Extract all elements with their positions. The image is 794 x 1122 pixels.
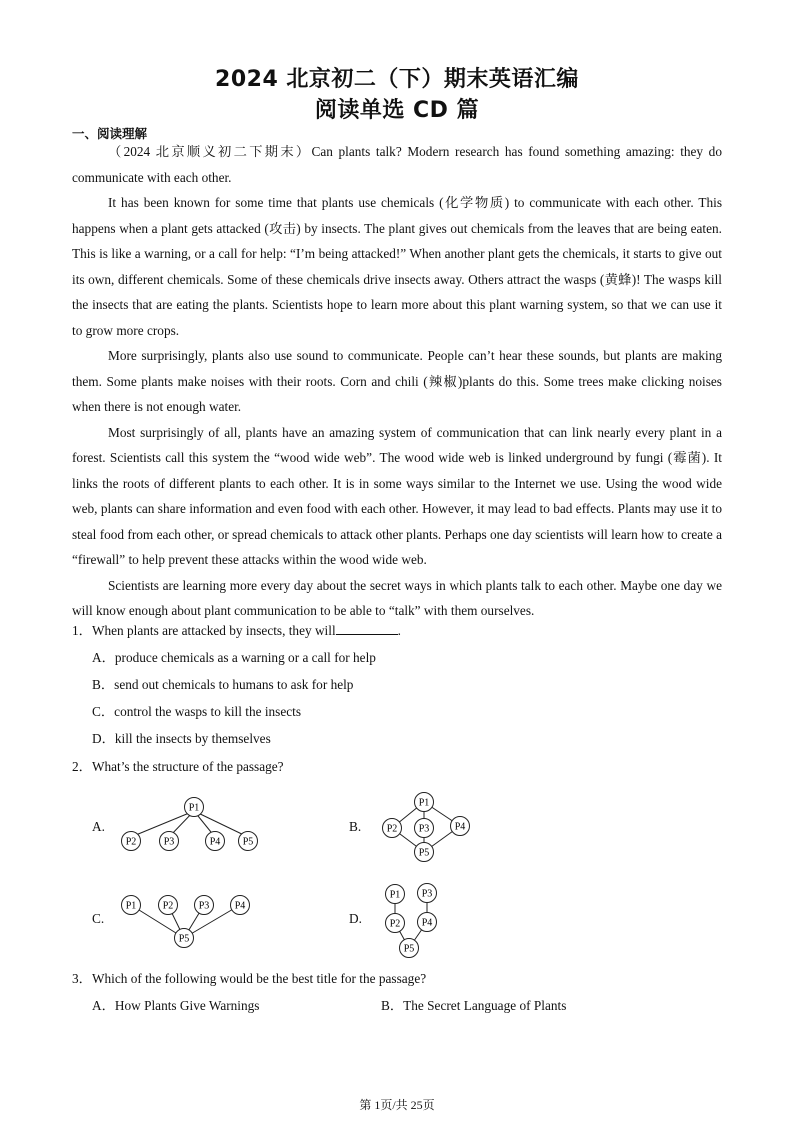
question-1-option-a[interactable]: A．produce chemicals as a warning or a call for help bbox=[92, 650, 376, 665]
node-p4 bbox=[231, 896, 250, 915]
svg-text:P4: P4 bbox=[209, 836, 221, 848]
node-p1 bbox=[415, 793, 434, 812]
svg-text:P3: P3 bbox=[163, 836, 175, 848]
structure-diagram-b bbox=[370, 790, 480, 865]
svg-text:P2: P2 bbox=[162, 900, 174, 912]
node-p2 bbox=[159, 896, 178, 915]
node-p3 bbox=[418, 884, 437, 903]
page-footer: 第 1页/共 25页 bbox=[359, 1098, 435, 1112]
passage-source: （2024 北京顺义初二下期末） bbox=[108, 144, 312, 159]
paragraph-2: It has been known for some time that plants use chemicals (化学物质) to communicate with each other. This happens when a plant gets attacked (攻击) by insects. The plant gives out chemicals from the leaves that are being eaten. This is like a warning, or a call for help: “I’m being attacked!” When another plant gets the chemicals, it starts to give out its own, different chemicals. Some of these chemicals drive insects away. Others attract the wasps (黄蜂)! The wasps kill the insects that are eating the plants. Scientists hope to learn more about this plant warning system, so that we can use it to grow more crops. bbox=[72, 195, 722, 338]
node-p1 bbox=[386, 885, 405, 904]
node-p3 bbox=[195, 896, 214, 915]
question-2-stem: 2．What’s the structure of the passage? bbox=[72, 759, 284, 774]
diagram-d-label[interactable]: D. bbox=[349, 911, 362, 926]
paragraph-1-text: Can plants talk? Modern research has found something amazing: they do communicate with each other. bbox=[72, 144, 722, 185]
question-1-text: 1．When plants are attacked by insects, they will bbox=[72, 623, 336, 638]
node-p4 bbox=[418, 913, 437, 932]
paragraph-4: Most surprisingly of all, plants have an amazing system of communication that can link nearly every plant in a forest. Scientists call this system the “wood wide web”. The wood wide web is linked underground by fungi (霉菌). It links the roots of different plants to each other. It is in some ways similar to the Internet we use. Using the wood wide web, plants can share information and even food with each other. However, it may lead to bad effects. Plants may use it to steal food from each other, or spread chemicals to attack other plants. Perhaps one day scientists will learn how to create a “firewall” to help prevent these attacks within the wood wide web. bbox=[72, 424, 722, 567]
question-1-option-c[interactable]: C．control the wasps to kill the insects bbox=[92, 704, 302, 719]
svg-text:P1: P1 bbox=[389, 889, 401, 901]
diagram-a-label[interactable]: A. bbox=[92, 819, 105, 834]
page-subtitle: 阅读单选 CD 篇 bbox=[314, 98, 480, 123]
node-p2 bbox=[386, 914, 405, 933]
svg-text:P5: P5 bbox=[242, 836, 254, 848]
node-p2 bbox=[122, 832, 141, 851]
section-heading: 一、阅读理解 bbox=[72, 126, 148, 141]
node-p1 bbox=[122, 896, 141, 915]
structure-diagram-c bbox=[112, 892, 262, 954]
paragraph-3: More surprisingly, plants also use sound to communicate. People can’t hear these sounds, but plants are making them. Some plants make noises with their roots. Corn and chili (辣椒)plants do this. Some trees make clicking noises when there is not enough water. bbox=[72, 348, 722, 414]
svg-text:P3: P3 bbox=[421, 888, 433, 900]
node-p2 bbox=[383, 819, 402, 838]
paragraph-1 bbox=[72, 139, 722, 190]
svg-text:P4: P4 bbox=[421, 917, 433, 929]
node-p3 bbox=[415, 819, 434, 838]
page-title: 2024 北京初二（下）期末英语汇编 bbox=[215, 67, 579, 92]
svg-text:P2: P2 bbox=[386, 823, 398, 835]
svg-text:P1: P1 bbox=[418, 797, 430, 809]
paragraph-5: Scientists are learning more every day about the secret ways in which plants talk to each other. Maybe one day we will know enough about plant communication to be able to “talk” with them ourselves. bbox=[72, 577, 722, 618]
node-p5 bbox=[415, 843, 434, 862]
answer-blank bbox=[336, 622, 398, 635]
node-p5 bbox=[239, 832, 258, 851]
question-1-stem bbox=[72, 621, 401, 641]
svg-text:P3: P3 bbox=[198, 900, 210, 912]
svg-text:P2: P2 bbox=[125, 836, 137, 848]
node-p5 bbox=[400, 939, 419, 958]
node-p1 bbox=[185, 798, 204, 817]
svg-text:P4: P4 bbox=[454, 821, 466, 833]
node-p5 bbox=[175, 929, 194, 948]
question-3-stem: 3．Which of the following would be the best title for the passage? bbox=[72, 971, 427, 986]
svg-text:P5: P5 bbox=[178, 933, 190, 945]
question-1-option-b[interactable]: B．send out chemicals to humans to ask for help bbox=[92, 677, 354, 692]
structure-diagram-a bbox=[112, 795, 272, 855]
svg-text:P2: P2 bbox=[389, 918, 401, 930]
svg-text:P1: P1 bbox=[188, 802, 200, 814]
svg-text:P3: P3 bbox=[418, 823, 430, 835]
diagram-b-label[interactable]: B. bbox=[349, 819, 362, 834]
svg-text:P5: P5 bbox=[403, 943, 415, 955]
node-p3 bbox=[160, 832, 179, 851]
node-p4 bbox=[206, 832, 225, 851]
node-p4 bbox=[451, 817, 470, 836]
svg-text:P1: P1 bbox=[125, 900, 137, 912]
diagram-c-label[interactable]: C. bbox=[92, 911, 105, 926]
svg-text:P4: P4 bbox=[234, 900, 246, 912]
question-1-end: . bbox=[397, 623, 401, 638]
reading-passage bbox=[72, 139, 722, 624]
svg-text:P5: P5 bbox=[418, 847, 430, 859]
structure-diagram-d bbox=[375, 882, 445, 962]
question-1-option-d[interactable]: D．kill the insects by themselves bbox=[92, 731, 271, 746]
question-3-option-b[interactable]: B．The Secret Language of Plants bbox=[381, 998, 567, 1013]
question-3-option-a[interactable]: A．How Plants Give Warnings bbox=[92, 998, 260, 1013]
